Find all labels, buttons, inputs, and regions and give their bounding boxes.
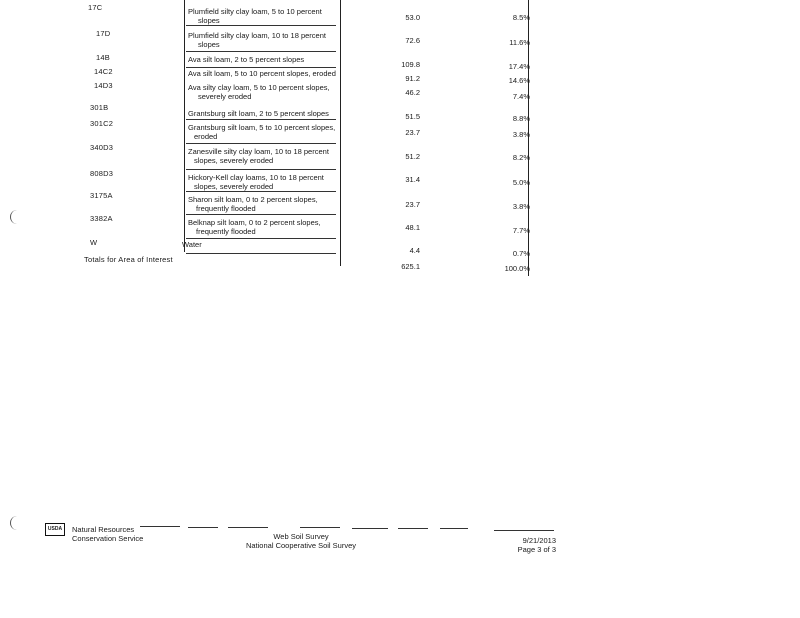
percent-of-aoi: 7.4% [512,92,530,101]
acres-in-aoi: 48.1 [405,223,420,232]
total-percent: 100.0% [504,264,530,273]
footer-rule [140,526,180,527]
acres-in-aoi: 23.7 [405,128,420,137]
row-rule [186,67,336,68]
map-unit-name: Ava silt loam, 2 to 5 percent slopes [188,55,305,64]
binder-hole-mark [10,516,21,530]
map-unit-symbol: 17D [96,29,111,38]
footer-rule [188,527,218,528]
acres-in-aoi: 109.8 [401,60,420,69]
row-rule [186,214,336,215]
agency-name: Natural Resources Conservation Service [72,525,144,543]
map-unit-symbol: 17C [88,3,103,12]
percent-of-aoi: 8.2% [512,153,530,162]
footer-rule [398,528,428,529]
map-unit-name: Sharon silt loam, 0 to 2 percent slopes, frequently flooded [188,195,318,213]
map-unit-symbol: 14C2 [94,67,113,76]
footer-rule [228,527,268,528]
acres-in-aoi: 23.7 [405,200,420,209]
map-unit-symbol: 3382A [90,214,113,223]
map-unit-name: Plumfield silty clay loam, 10 to 18 percent slopes [188,31,326,49]
row-rule [186,119,336,120]
row-rule [186,143,336,144]
percent-of-aoi: 3.8% [512,130,530,139]
percent-of-aoi: 8.8% [512,114,530,123]
map-unit-name: Plumfield silty clay loam, 5 to 10 percent slopes [188,7,322,25]
percent-of-aoi: 5.0% [512,178,530,187]
column-divider [340,0,341,266]
footer-rule [300,527,340,528]
print-date: 9/21/2013 [522,536,556,545]
map-unit-name: Belknap silt loam, 0 to 2 percent slopes, frequently flooded [188,218,321,236]
percent-of-aoi: 14.6% [508,76,530,85]
total-acres: 625.1 [401,262,420,271]
map-unit-symbol: 808D3 [90,169,114,178]
map-unit-symbol: 3175A [90,191,113,200]
row-rule [186,25,336,26]
usda-logo: USDA [45,523,65,536]
row-rule [186,253,336,254]
percent-of-aoi: 8.5% [512,13,530,22]
map-unit-name: Water [182,240,202,249]
map-unit-name: Grantsburg silt loam, 5 to 10 percent slopes, eroded [188,123,336,141]
acres-in-aoi: 46.2 [405,88,420,97]
column-divider [184,0,185,252]
row-rule [186,238,336,239]
totals-label: Totals for Area of Interest [84,256,173,264]
row-rule [186,51,336,52]
map-unit-symbol: 301C2 [90,119,114,128]
footer-rule [352,528,388,529]
percent-of-aoi: 11.6% [509,38,530,47]
map-unit-name: Zanesville silty clay loam, 10 to 18 percent slopes, severely eroded [188,147,329,165]
map-unit-name: Grantsburg silt loam, 2 to 5 percent slopes [188,109,329,118]
percent-of-aoi: 17.4% [508,62,530,71]
map-unit-name: Ava silty clay loam, 5 to 10 percent slopes, severely eroded [188,83,330,101]
page-number: Page 3 of 3 [517,544,556,554]
percent-of-aoi: 3.8% [512,202,530,211]
row-rule [186,169,336,170]
footer-right [490,537,556,554]
acres-in-aoi: 72.6 [405,36,420,45]
footer-center: Web Soil Survey National Cooperative Soil Survey [245,532,357,550]
map-unit-name: Hickory-Kell clay loams, 10 to 18 percent slopes, severely eroded [188,173,324,191]
row-rule [186,191,336,192]
map-unit-name: Ava silt loam, 5 to 10 percent slopes, eroded [188,69,336,78]
acres-in-aoi: 51.2 [405,152,420,161]
footer-rule [440,528,468,529]
acres-in-aoi: 31.4 [405,175,420,184]
percent-of-aoi: 7.7% [512,226,530,235]
map-unit-symbol: 301B [90,103,109,112]
map-unit-symbol: W [90,238,98,247]
map-unit-symbol: 14B [96,53,110,62]
footer-rule [494,530,554,531]
acres-in-aoi: 91.2 [405,74,420,83]
acres-in-aoi: 51.5 [405,112,420,121]
binder-hole-mark [10,210,21,224]
map-unit-symbol: 340D3 [90,143,114,152]
percent-of-aoi: 0.7% [512,249,530,258]
map-unit-symbol: 14D3 [94,81,113,90]
acres-in-aoi: 53.0 [405,13,420,22]
acres-in-aoi: 4.4 [409,246,420,255]
